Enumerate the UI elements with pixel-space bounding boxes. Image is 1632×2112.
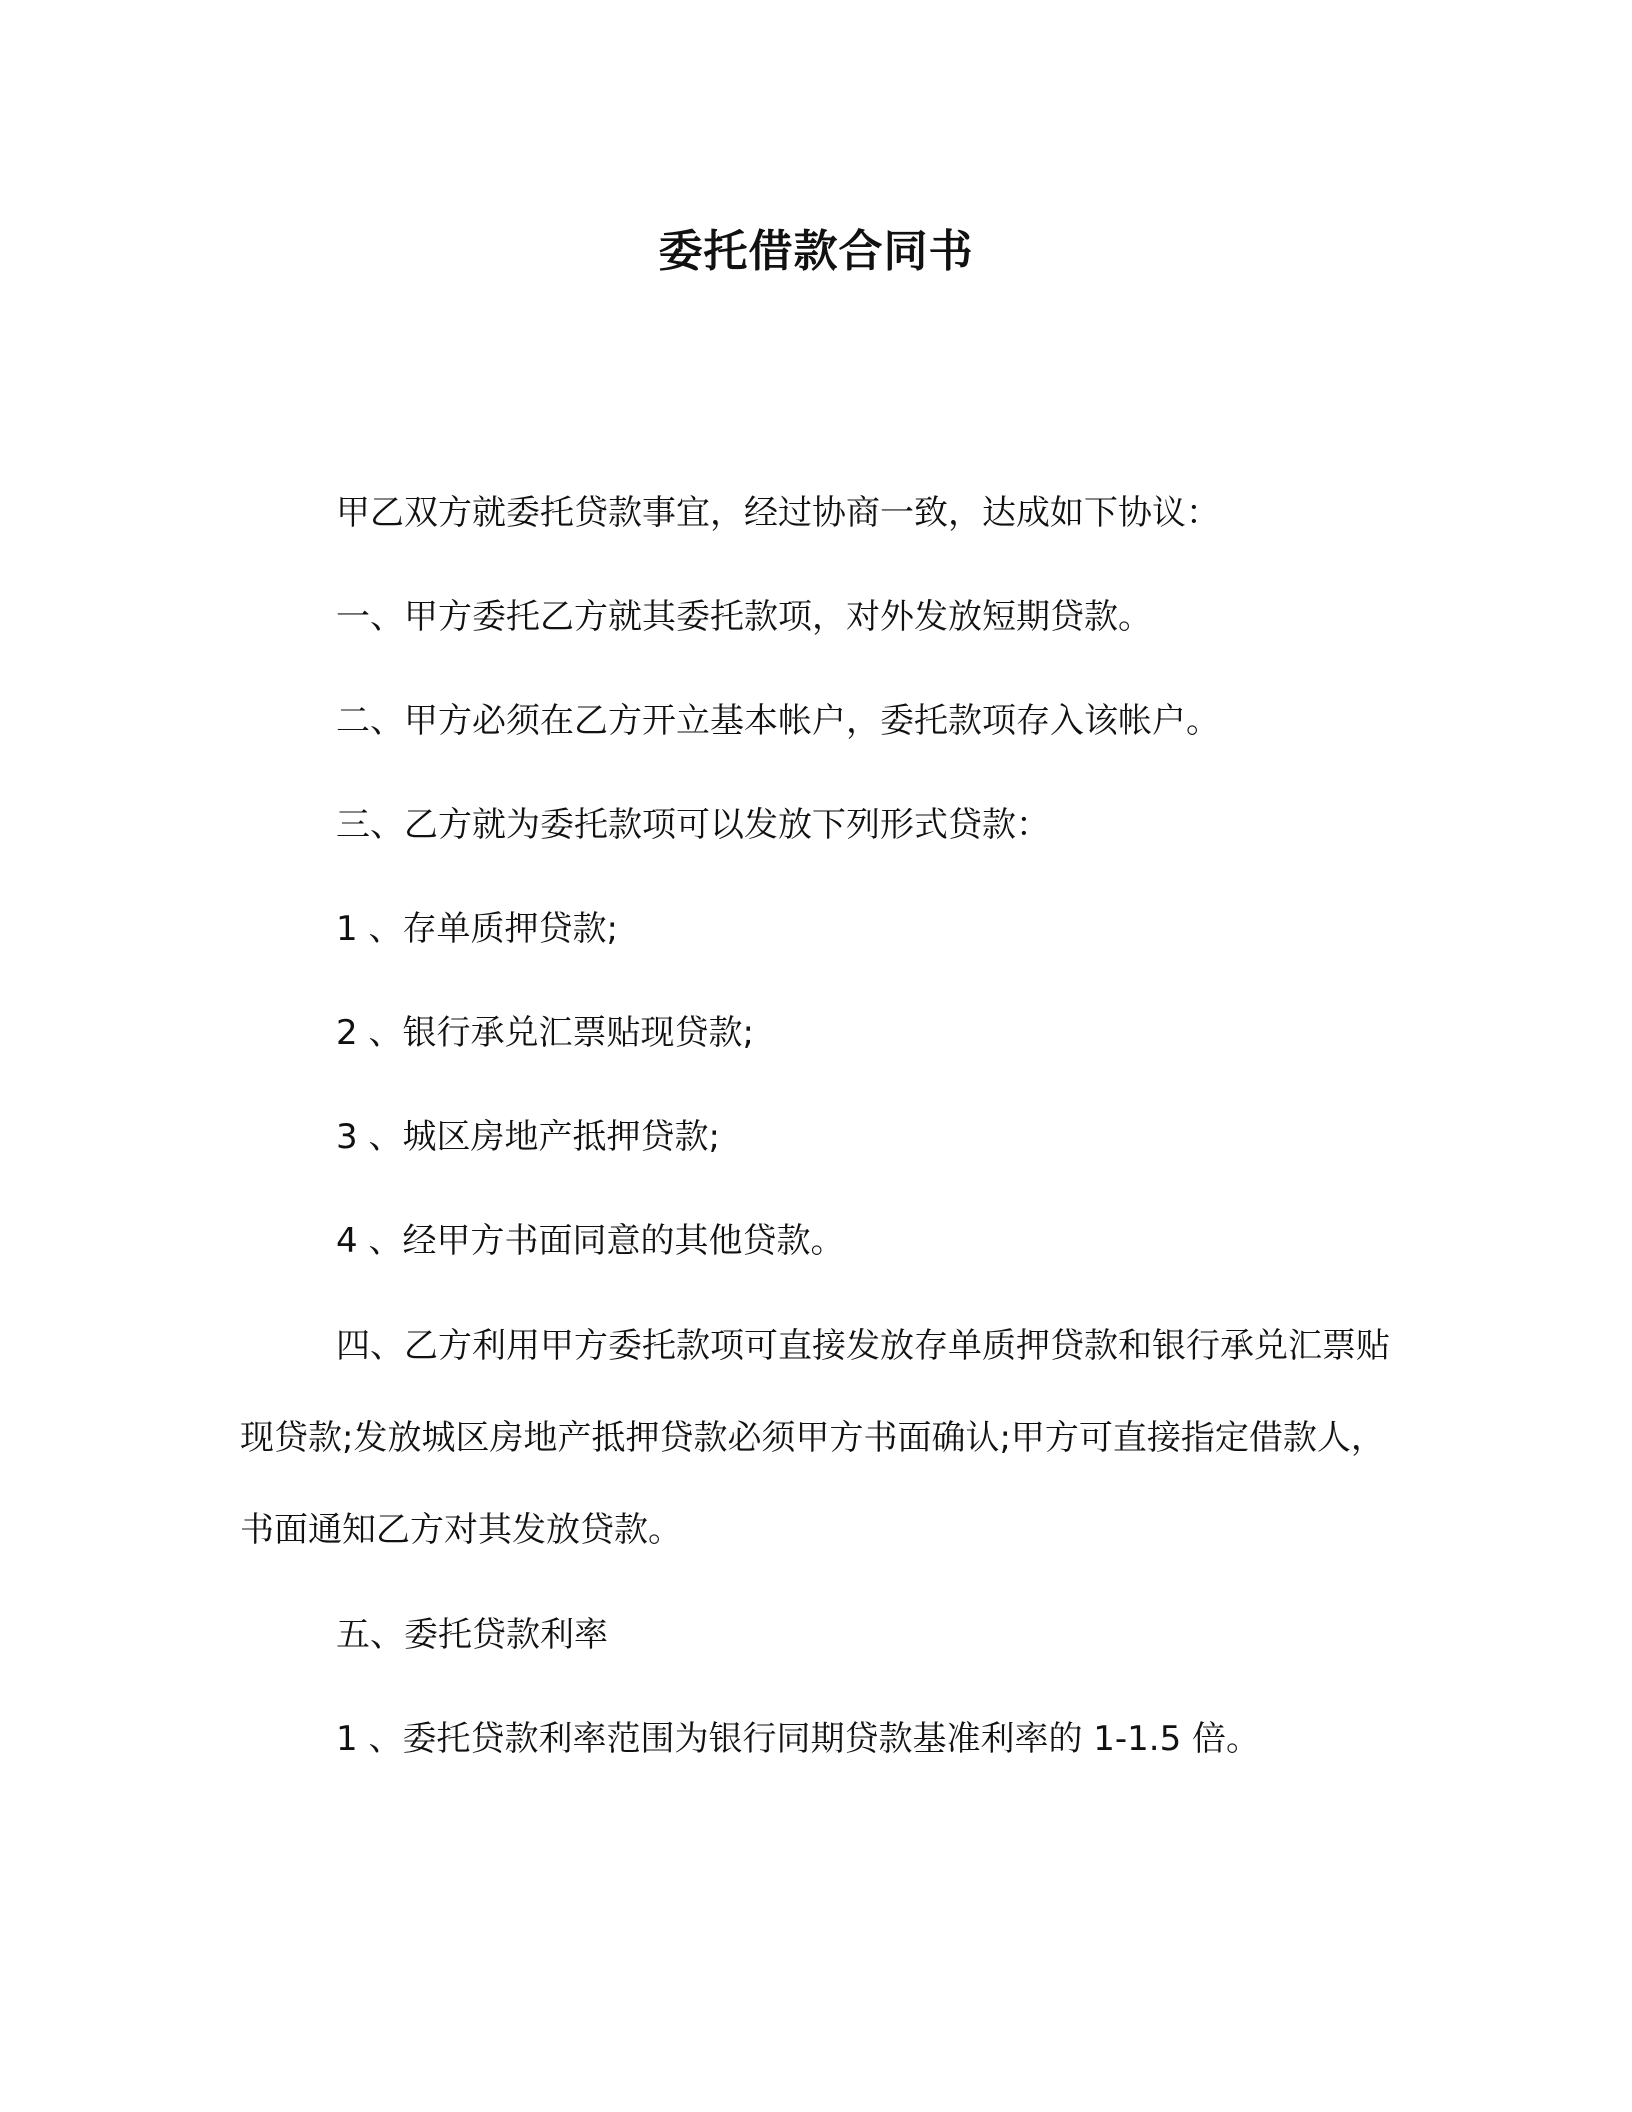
clause-1: 一、甲方委托乙方就其委托款项，对外发放短期贷款。 bbox=[336, 597, 1152, 637]
document-title: 委托借款合同书 bbox=[658, 226, 974, 277]
clause-3-item-3: 3 、城区房地产抵押贷款; bbox=[336, 1117, 720, 1157]
clause-3-item-4: 4 、经甲方书面同意的其他贷款。 bbox=[336, 1221, 845, 1261]
intro-paragraph: 甲乙双方就委托贷款事宜，经过协商一致，达成如下协议： bbox=[336, 493, 1220, 533]
clause-5-item-1: 1 、委托贷款利率范围为银行同期贷款基准利率的 1-1.5 倍。 bbox=[336, 1719, 1261, 1759]
clause-2: 二、甲方必须在乙方开立基本帐户，委托款项存入该帐户。 bbox=[336, 701, 1220, 741]
clause-3-item-2: 2 、银行承兑汇票贴现贷款; bbox=[336, 1013, 754, 1053]
document-body bbox=[240, 490, 1390, 1820]
clause-3: 三、乙方就为委托款项可以发放下列形式贷款： bbox=[336, 805, 1050, 845]
clause-3-item-1: 1 、存单质押贷款; bbox=[336, 909, 618, 949]
clause-4: 四、乙方利用甲方委托款项可直接发放存单质押贷款和银行承兑汇票贴现贷款;发放城区房地产抵押贷款必须甲方书面确认;甲方可直接指定借款人，书面通知乙方对其发放贷款。 bbox=[240, 1326, 1390, 1550]
clause-5: 五、委托贷款利率 bbox=[336, 1615, 608, 1655]
